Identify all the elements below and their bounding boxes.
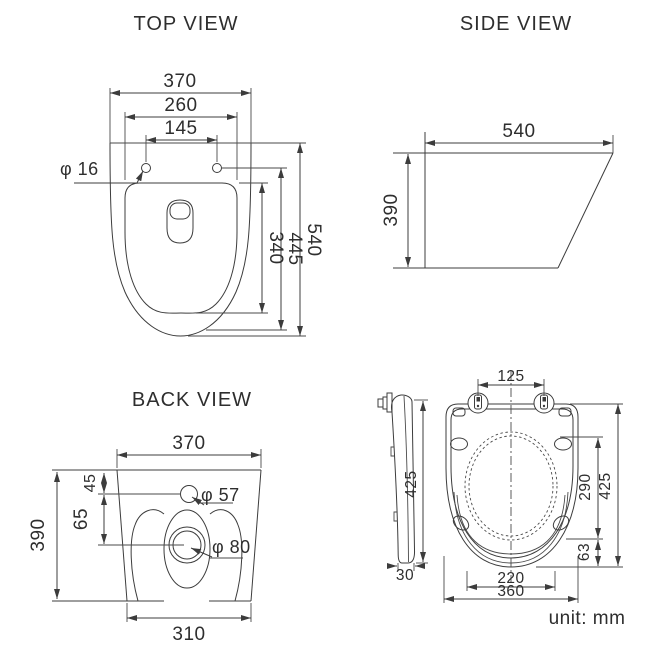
dim-outlet-diameter-label: φ 80 xyxy=(212,537,251,557)
back-view-title: BACK VIEW xyxy=(131,389,253,411)
dim-seat-height-label: 425 xyxy=(403,470,420,498)
seat-top-view xyxy=(444,368,623,603)
dim-inlet-diameter-label: φ 57 xyxy=(201,485,240,505)
dim-height-label: 390 xyxy=(381,193,402,227)
seat-outline-outer xyxy=(446,404,578,567)
dim-bottom-width-label: 310 xyxy=(172,624,206,645)
side-view xyxy=(381,13,613,268)
dim-overall-length-label: 540 xyxy=(303,223,324,257)
dim-hole-diameter-label: φ 16 xyxy=(60,159,99,179)
dim-rim-length-label: 340 xyxy=(265,231,286,265)
dim-overall-width-label: 370 xyxy=(163,71,197,92)
dim-ring-length-label: 290 xyxy=(577,473,594,501)
dim-inlet-offset-label: 45 xyxy=(82,473,99,493)
back-view-inlet-hole xyxy=(181,486,198,503)
dim-top-width-label: 370 xyxy=(172,433,206,454)
top-view-right-hole xyxy=(213,164,222,173)
top-view xyxy=(60,13,324,336)
side-view-profile xyxy=(393,132,613,268)
top-view-title: TOP VIEW xyxy=(133,13,239,35)
unit-note: unit: mm xyxy=(548,608,626,629)
dim-hinge-spacing-label: 125 xyxy=(497,368,525,385)
top-view-bowl-outline xyxy=(110,143,251,336)
dim-hole-to-front-label: 445 xyxy=(284,232,305,266)
dim-rim-width-label: 260 xyxy=(164,95,198,116)
dim-back-height-label: 390 xyxy=(28,518,49,552)
dim-ring-width-label: 220 xyxy=(497,570,525,587)
top-view-extension-lines xyxy=(110,88,306,336)
dim-seat-total-width-label: 360 xyxy=(497,583,525,600)
dim-front-offset-label: 63 xyxy=(576,542,593,562)
back-view-recess-oval xyxy=(164,510,210,588)
seat-side-profile xyxy=(378,393,428,584)
dim-hole-spacing-label: 145 xyxy=(164,118,198,139)
dim-depth-label: 540 xyxy=(502,121,536,142)
back-view xyxy=(28,389,261,645)
top-view-flush-inner xyxy=(170,203,190,219)
seat-hinge-pin xyxy=(378,393,392,412)
side-view-title: SIDE VIEW xyxy=(459,13,573,35)
dim-seat-thickness-label: 30 xyxy=(395,567,415,584)
dim-inlet-to-outlet-label: 65 xyxy=(71,507,92,531)
dim-seat-total-length-label: 425 xyxy=(597,472,614,500)
side-view-dimension-lines xyxy=(408,143,613,267)
